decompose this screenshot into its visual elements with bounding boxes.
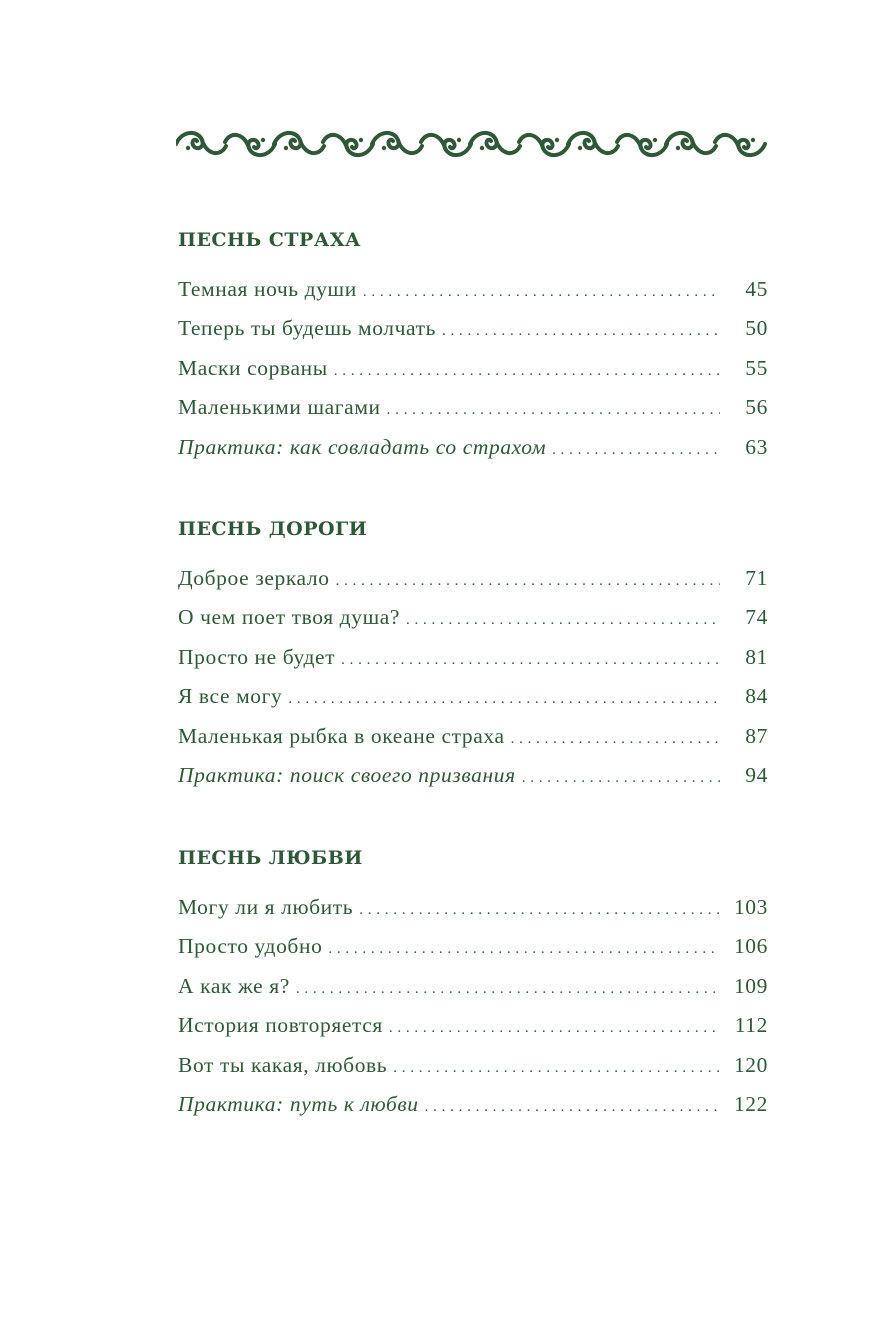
section-title: ПЕСНЬ ДОРОГИ bbox=[178, 518, 368, 540]
scroll-motif bbox=[421, 135, 471, 155]
scroll-motif bbox=[617, 135, 667, 155]
entry-title: Просто не будет bbox=[178, 644, 336, 669]
dot-leader bbox=[552, 442, 720, 459]
entry-title: О чем поет твоя душа? bbox=[178, 605, 401, 630]
toc-entry-practice[interactable] bbox=[178, 435, 768, 474]
entry-title: Маленькими шагами bbox=[178, 395, 381, 420]
entry-page: 106 bbox=[733, 934, 768, 959]
entry-title: Практика: как совладать со страхом bbox=[178, 434, 547, 459]
section-title: ПЕСНЬ ЛЮБВИ bbox=[178, 847, 363, 869]
toc-entry[interactable] bbox=[178, 974, 768, 1013]
toc-entry[interactable] bbox=[178, 1053, 768, 1092]
entry-title: История повторяется bbox=[178, 1013, 383, 1038]
entry-page: 74 bbox=[745, 605, 768, 630]
scroll-ornament-icon bbox=[176, 124, 768, 164]
toc-entry[interactable] bbox=[178, 605, 768, 644]
entry-title: А как же я? bbox=[178, 973, 290, 998]
scroll-motif bbox=[176, 133, 226, 153]
section-fear bbox=[178, 228, 768, 474]
dot-leader bbox=[522, 770, 720, 787]
dot-leader bbox=[406, 612, 720, 629]
dot-leader bbox=[341, 652, 720, 669]
entry-title: Могу ли я любить bbox=[178, 895, 354, 919]
entry-page: 50 bbox=[745, 316, 768, 341]
dot-leader bbox=[387, 402, 720, 419]
toc-entry[interactable] bbox=[178, 566, 768, 605]
entry-page: 112 bbox=[734, 1013, 768, 1038]
entry-page: 81 bbox=[745, 644, 768, 669]
entry-title: Просто удобно bbox=[178, 934, 323, 959]
entry-page: 45 bbox=[745, 277, 768, 301]
dot-leader bbox=[288, 691, 720, 708]
entry-title: Темная ночь души bbox=[178, 277, 357, 301]
entry-title: Вот ты какая, любовь bbox=[178, 1052, 388, 1077]
scroll-motif bbox=[323, 135, 373, 155]
scroll-motif bbox=[715, 135, 765, 155]
dot-leader bbox=[296, 981, 720, 998]
section-road bbox=[178, 517, 768, 802]
section-title: ПЕСНЬ СТРАХА bbox=[178, 229, 362, 251]
toc-entry[interactable] bbox=[178, 895, 768, 934]
entry-title: Маски сорваны bbox=[178, 355, 328, 380]
dot-leader bbox=[442, 323, 720, 340]
dot-leader bbox=[425, 1099, 720, 1116]
toc-entry[interactable] bbox=[178, 724, 768, 763]
entry-page: 87 bbox=[745, 723, 768, 748]
entry-page: 94 bbox=[745, 762, 768, 787]
entry-title: Практика: путь к любви bbox=[178, 1091, 419, 1116]
entry-page: 84 bbox=[745, 684, 768, 709]
scroll-motif bbox=[519, 135, 569, 155]
dot-leader bbox=[328, 941, 720, 958]
entry-page: 109 bbox=[733, 973, 768, 998]
toc-entry-practice[interactable] bbox=[178, 763, 768, 802]
toc-entry[interactable] bbox=[178, 684, 768, 723]
scroll-motif bbox=[568, 133, 618, 153]
dot-leader bbox=[511, 731, 720, 748]
toc-entry[interactable] bbox=[178, 395, 768, 434]
scroll-motif bbox=[274, 133, 324, 153]
scroll-motif bbox=[470, 133, 520, 153]
entry-page: 63 bbox=[745, 434, 768, 459]
dot-leader bbox=[363, 284, 720, 301]
dot-leader bbox=[393, 1060, 720, 1077]
scroll-motif bbox=[225, 135, 275, 155]
entry-title: Я все могу bbox=[178, 684, 283, 709]
entry-title: Практика: поиск своего призвания bbox=[178, 762, 516, 787]
section-love bbox=[178, 846, 768, 1131]
toc-entry[interactable] bbox=[178, 356, 768, 395]
entry-page: 122 bbox=[733, 1091, 768, 1116]
entry-page: 55 bbox=[745, 355, 768, 380]
scroll-motif bbox=[372, 133, 422, 153]
toc-entry[interactable] bbox=[178, 934, 768, 973]
dot-leader bbox=[389, 1020, 720, 1037]
entry-title: Маленькая рыбка в океане страха bbox=[178, 723, 505, 748]
entry-page: 56 bbox=[745, 395, 768, 420]
dot-leader bbox=[336, 573, 720, 590]
dot-leader bbox=[334, 363, 720, 380]
toc-entry-practice[interactable] bbox=[178, 1092, 768, 1131]
entry-page: 103 bbox=[733, 895, 768, 919]
scroll-motif bbox=[666, 133, 716, 153]
entry-page: 120 bbox=[733, 1052, 768, 1077]
toc-entry[interactable] bbox=[178, 277, 768, 316]
toc-entry[interactable] bbox=[178, 316, 768, 355]
entry-page: 71 bbox=[745, 566, 768, 590]
toc-entry[interactable] bbox=[178, 1013, 768, 1052]
entry-title: Теперь ты будешь молчать bbox=[178, 316, 436, 341]
dot-leader bbox=[359, 902, 720, 919]
toc-entry[interactable] bbox=[178, 645, 768, 684]
entry-title: Доброе зеркало bbox=[178, 566, 330, 590]
